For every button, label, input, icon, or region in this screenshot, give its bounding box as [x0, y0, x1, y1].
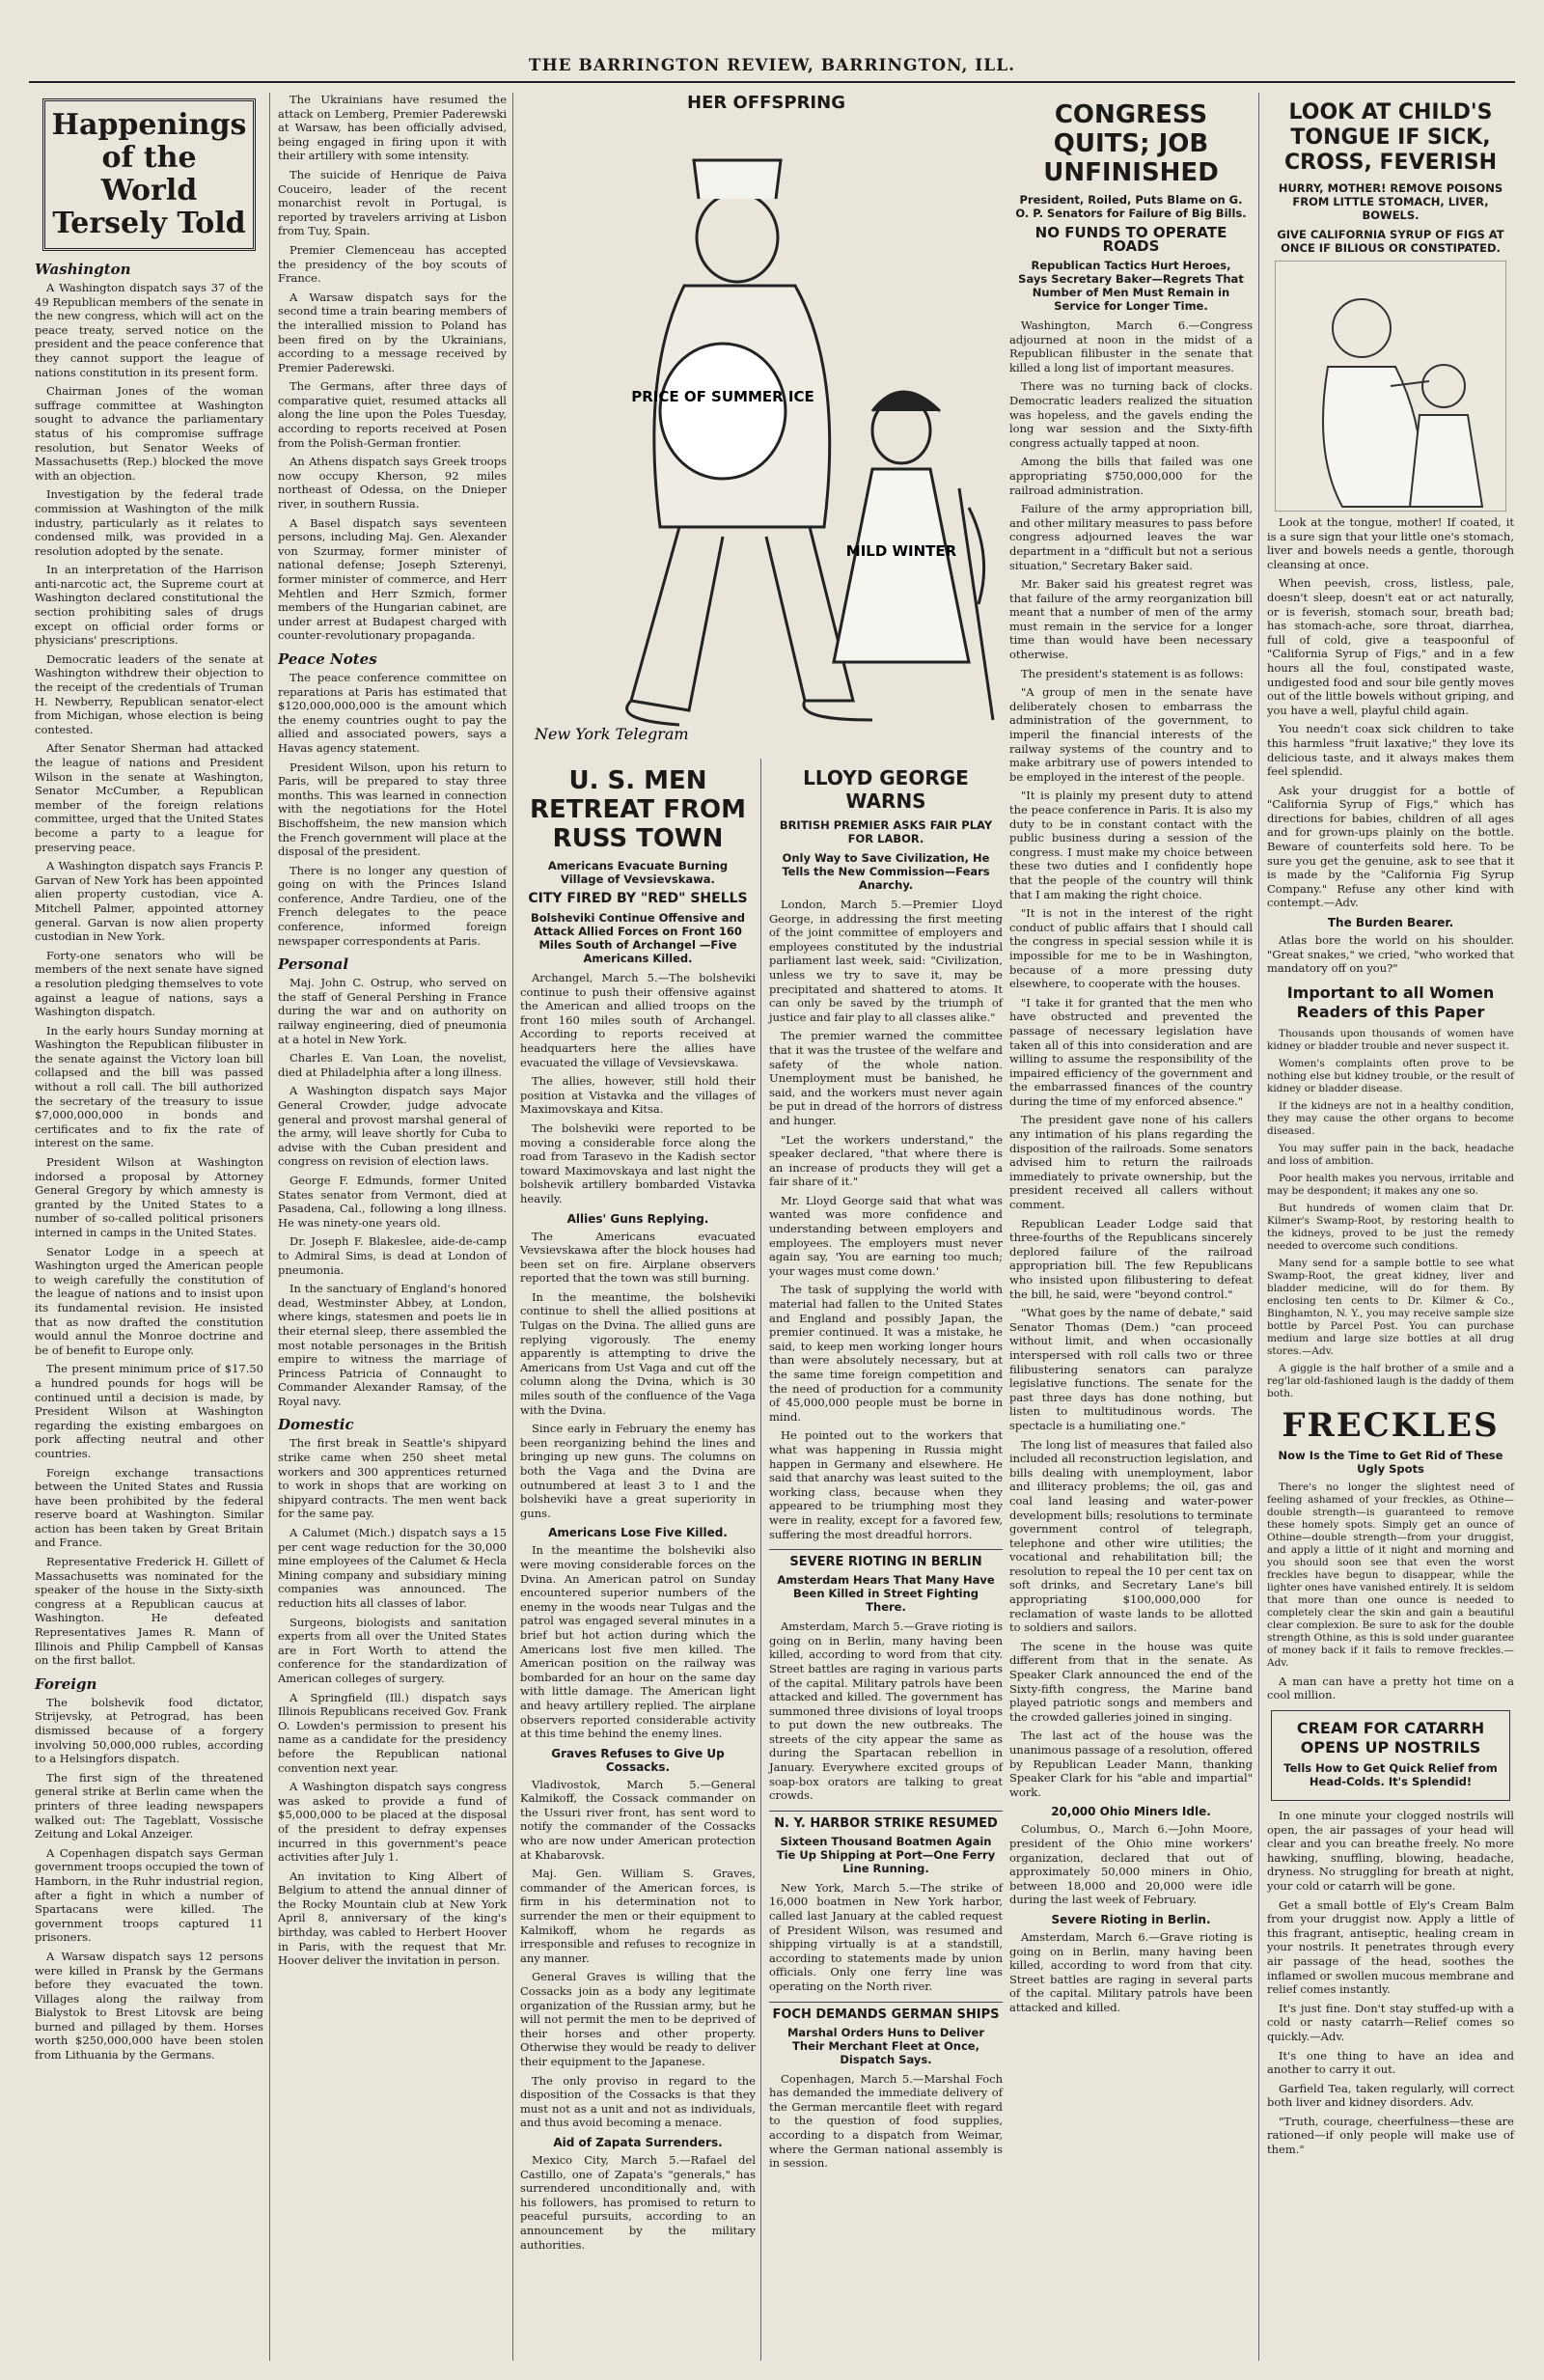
ad-headline-women: Important to all Women Readers of this Paper — [1286, 982, 1495, 1021]
article-paragraph: The task of supplying the world with material had fallen to the United States and England and possibly Japan, the premier continued. It was a mistake, he said, to keep men working longer hours than were absolutely necessary, but at the same time foreign competition and the need of production for a community of 45,000,000 people must be borne in mind. — [769, 1283, 1003, 1424]
article-paragraph: Investigation by the federal trade commission at Washington of the milk industry, particularly as it relates to condensed milk, was provided in a resolution adopted by the senate. — [35, 487, 263, 558]
article-paragraph: The present minimum price of $17.50 a hundred pounds for hogs will be continued until a decision is made, by President Wilson at Washington regarding the existing embargoes on pork affecting neutral and other countries. — [35, 1362, 263, 1460]
man-leg-right — [766, 527, 853, 701]
subhead: Severe Rioting in Berlin. — [1051, 1912, 1211, 1926]
deck: Amsterdam Hears That Many Have Been Killed in Street Fighting There. — [777, 1573, 995, 1615]
ice-sack — [660, 344, 786, 479]
article-paragraph: A Warsaw dispatch says for the second time a train bearing members of the interallied mission to Poland has been fired on by the Ukrainians, according to a message received by Premier Paderewski. — [278, 290, 507, 374]
ad-headline-figs: LOOK AT CHILD'S TONGUE IF SICK, CROSS, FEVERISH — [1284, 100, 1497, 175]
subhead: Allies' Guns Replying. — [566, 1211, 709, 1226]
article-paragraph: Washington, March 6.—Congress adjourned at noon in the midst of a Republican filibuster in the senate that killed a long list of important measures. — [1009, 318, 1253, 374]
ad-headline-catarrh: CREAM FOR CATARRH OPENS UP NOSTRILS — [1296, 1719, 1485, 1757]
article-paragraph: Columbus, O., March 6.—John Moore, president of the Ohio mine workers' organization, declared that out of approximately 50,000 miners in Ohio, between 18,000 and 20,000 were idle during the last week of February. — [1009, 1822, 1253, 1907]
deck: CITY FIRED BY "RED" SHELLS — [528, 891, 748, 906]
article-paragraph: "What goes by the name of debate," said Senator Thomas (Dem.) "can proceed without limit, and when occasionally interspersed with roll calls two or three filibustering senators can paralyze legislative functions. The senate for the past three days has done nothing, but listen to multitudinous words. The spectacle is a humiliating one." — [1009, 1306, 1253, 1432]
article-paragraph: Representative Frederick H. Gillett of Massachusetts was nominated for the speaker of the house in the Sixty-sixth congress at a Republican caucus at Washington. He defeated Representatives James R. Mann of Illinois and Philip Campbell of Kansas on the first ballot. — [35, 1555, 263, 1668]
article-paragraph: Thousands upon thousands of women have kidney or bladder trouble and never suspect it. — [1267, 1027, 1514, 1052]
article-paragraph: Forty-one senators who will be members of the next senate have signed a resolution pledging themselves to vote against a league of nations, says a Washington dispatch. — [35, 948, 263, 1019]
cartoon-dress-label: MILD WINTER — [845, 542, 957, 560]
article-paragraph: Amsterdam, March 6.—Grave rioting is going on in Berlin, many having been killed, according to word from that city. Street battles are raging in several parts of the capital. Military patrols have been attacked and killed. — [1009, 1929, 1253, 2014]
article-paragraph: But hundreds of women claim that Dr. Kilmer's Swamp-Root, by restoring health to the kidneys, proved to be just the remedy needed to overcome such conditions. — [1267, 1202, 1514, 1252]
deck: Only Way to Save Civilization, He Tells the New Commission—Fears Anarchy. — [782, 851, 990, 892]
column-2 — [272, 93, 513, 2361]
deck: Bolsheviki Continue Offensive and Attack Allied Forces on Front 160 Miles South of Archangel —Five Americans Killed. — [531, 911, 745, 965]
section-domestic: Domestic — [278, 1416, 354, 1434]
subcolumn-retreat — [515, 759, 761, 2361]
article-paragraph: Maj. Gen. William S. Graves, commander of the American forces, is firm in his determination not to surrender the men or their equipment to Kalmikoff, whom he regards as irresponsible and refuses to recognize in any manner. — [520, 1867, 756, 1965]
article-paragraph: London, March 5.—Premier Lloyd George, in addressing the first meeting of the joint committee of employers and employees constituted by the industrial parliament last week, said: "Civilization, unless we try to save it, may be precipitated and shattered to atoms. It can only be saved by the triumph of justice and fair play to all classes alike." — [769, 898, 1003, 1024]
deck: Marshal Orders Huns to Deliver Their Merchant Fleet at Once, Dispatch Says. — [786, 2025, 985, 2066]
article-paragraph: Chairman Jones of the woman suffrage committee at Washington sought to advance the parliamentary status of his compromise suffrage resolution, but Senator Weeks of Massachusetts (Rep.) blocked the move with an objection. — [35, 384, 263, 483]
article-paragraph: Archangel, March 5.—The bolsheviki continue to push their offensive against the American and allied troops on the front 160 miles south of Archangel. According to reports received at headquarters here the allies have evacuated the village of Vevsievskawa. — [520, 971, 756, 1069]
article-paragraph: The president's statement is as follows: — [1021, 666, 1244, 680]
article-paragraph: Senator Lodge in a speech at Washington urged the American people to weigh carefully the constitution of the league of nations and to insist upon its fundamental revision. He insisted that as now drafted the constitution would annul the Monroe doctrine and be of benefit to Europe only. — [35, 1244, 263, 1357]
article-paragraph: The premier warned the committee that it was the trustee of the welfare and safety of the whole nation. Unemployment must be banished, he said, and the workers must never again be put in dread of the horrors of distress and hunger. — [769, 1029, 1003, 1127]
section-peace-notes: Peace Notes — [278, 650, 377, 668]
article-paragraph: He pointed out to the workers that what was happening in Russia might happen in Germany and elsewhere. He said that anarchy was least suited to the working class, because when they appeared to be triumphing most they were in reality, except for a favored few, suffering the most dreadful horrors. — [769, 1428, 1003, 1541]
article-paragraph: Ask your druggist for a bottle of "California Syrup of Figs," which has directions for babies, children of all ages and for grown-ups plainly on the bottle. Beware of counterfeits sold here. To be sure you get the genuine, ask to see that it is made by the "California Fig Syrup Company." Refuse any other kind with contempt.—Adv. — [1267, 783, 1514, 910]
article-paragraph: An invitation to King Albert of Belgium to attend the annual dinner of the Rocky Mountain club at New York April 8, anniversary of the king's birthday, was cabled to Herbert Hoover in Paris, with the request that Mr. Hoover deliver the invitation in person. — [278, 1868, 507, 1968]
article-paragraph: Garfield Tea, taken regularly, will correct both liver and kidney disorders. Adv. — [1267, 2081, 1514, 2110]
article-paragraph: The allies, however, still hold their position at Vistavka and the villages of Maximovskaya and Kitsa. — [520, 1074, 756, 1117]
subhead: Americans Lose Five Killed. — [548, 1526, 728, 1540]
headline-retreat: U. S. MEN RETREAT FROM RUSS TOWN — [530, 766, 746, 853]
article-paragraph: A Washington dispatch says 37 of the 49 Republican members of the senate in the new congress, which will act on the peace treaty, served notice on the president and the peace conference that they cannot support the league of nations constitution in its present form. — [35, 281, 263, 379]
article-paragraph: In the meantime, the bolsheviki continue to shell the allied positions at Tulgas on the Dvina. The allied guns are replying vigorously. The enemy apparently is attempting to drive the Americans from Ust Vaga and cut off the column along the Dvina, which is 30 miles south of the confluence of the Vaga with the Dvina. — [520, 1289, 756, 1417]
article-paragraph: The scene in the house was quite different from that in the senate. As Speaker Clark announced the end of the Sixty-fifth congress, the Marine band played patriotic songs and members and the crowded galleries joined in singing. — [1009, 1639, 1253, 1724]
article-paragraph: Surgeons, biologists and sanitation experts from all over the United States are in Fort Worth to attend the conference for the standardization of American colleges of surgery. — [278, 1615, 507, 1685]
article-paragraph: The long list of measures that failed also included all reconstruction legislation, and bills dealing with unemployment, labor and illiteracy problems; the oil, gas and coal land leasing and water-power development bills; resolutions to terminate government control of telegraph, telephone and other wire utilities; the vocational and rehabilitation bill; the resolution to repeal the 10 per cent tax on soft drinks, and Secretary Lane's bill appropriating $100,000,000 for reclamation of waste lands to be allotted to soldiers and sailors. — [1009, 1437, 1253, 1635]
column-1 — [29, 93, 270, 2361]
deck: GIVE CALIFORNIA SYRUP OF FIGS AT ONCE IF BILIOUS OR CONSTIPATED. — [1277, 228, 1504, 255]
article-paragraph: Foreign exchange transactions between the United States and Russia have been prohibited by the federal reserve board at Washington. Similar action has been taken by Great Britain and France. — [35, 1465, 263, 1550]
column-3 — [515, 93, 1017, 2361]
ad-headline-freckles: FRECKLES — [1282, 1405, 1500, 1445]
section-foreign: Foreign — [35, 1674, 97, 1693]
subcolumn-lloyd — [764, 759, 1007, 2361]
article-paragraph: In one minute your clogged nostrils will open, the air passages of your head will clear and you can breathe freely. No more hawking, snuffling, blowing, headache, dryness. No struggling for breath at night, your cold or catarrh will be gone. — [1267, 1809, 1514, 1893]
cartoon-illustration — [515, 122, 1007, 749]
article-paragraph: "A group of men in the senate have deliberately chosen to embarrass the administration of the government, to imperil the financial interests of the railway systems of the country and to make arbitrary use of powers intended to be employed in the interest of the people. — [1009, 685, 1253, 784]
article-paragraph: Amsterdam, March 5.—Grave rioting is going on in Berlin, many having been killed, according to word from that city. Street battles are raging in various parts of the capital. Military patrols have been attacked and killed. The government has summoned three divisions of loyal troops to put down the new outbreaks. The streets of the city appear the same as during the Spartacan rebellion in January. Everywhere excited groups of soap-box orators are talking to great crowds. — [769, 1619, 1003, 1803]
article-paragraph: President Wilson at Washington indorsed a proposal by Attorney General Gregory by which amnesty is granted by the United States to a number of so-called political prisoners interned in camps in the United States. — [35, 1155, 263, 1239]
article-paragraph: Since early in February the enemy has been reorganizing behind the lines and bringing up new guns. The columns on both the Vaga and the Dvina are outnumbered at least 3 to 1 and the bolsheviki have a great superiority in guns. — [520, 1422, 756, 1520]
article-paragraph: Look at the tongue, mother! If coated, it is a sure sign that your little one's stomach, liver and bowels needs a gentle, thorough cleansing at once. — [1267, 515, 1514, 571]
article-paragraph: Among the bills that failed was one appropriating $750,000,000 for the railroad administration. — [1009, 455, 1253, 497]
cartoon-title: HER OFFSPRING — [687, 93, 845, 113]
article-paragraph: Get a small bottle of Ely's Cream Balm from your druggist now. Apply a little of this fragrant, antiseptic, healing cream in your nostrils. It penetrates through every air passage of the head, soothes the inflamed or swollen mucous membrane and relief comes instantly. — [1267, 1897, 1514, 1997]
article-paragraph: The president gave none of his callers any intimation of his plans regarding the disposition of the railroads. Some senators advised him to return the railroads immediately to private ownership, but the president received all callers without comment. — [1009, 1113, 1253, 1212]
article-paragraph: The last act of the house was the unanimous passage of a resolution, offered by Republican Leader Mann, thanking Speaker Clark for his "able and impartial" work. — [1009, 1729, 1253, 1799]
feature-title: Happenings of the World Tersely Told — [42, 98, 256, 251]
article-paragraph: When peevish, cross, listless, pale, doesn't sleep, doesn't eat or act naturally, or is feverish, stomach sour, breath bad; has stomach-ache, sore throat, diarrhea, full of cold, give a teaspoonful of "California Syrup of Figs," and in a few hours all the foul, constipated waste, undigested food and sour bile gently moves out of the little bowels without griping, and you have a well, playful child again. — [1267, 576, 1514, 717]
article-paragraph: There's no longer the slightest need of feeling ashamed of your freckles, as Othine—double strength—is guaranteed to remove these homely spots. Simply get an ounce of Othine—double strength—from your druggist, and apply a little of it night and morning and you should soon see that even the worst freckles have begun to disappear, while the lighter ones have vanished entirely. It is seldom that more than one ounce is needed to completely clear the skin and gain a beautiful clear complexion. Be sure to ask for the double strength Othine, as this is sold under guarantee of money back if it fails to remove freckles.—Adv. — [1267, 1481, 1514, 1669]
article-paragraph: In the sanctuary of England's honored dead, Westminster Abbey, at London, where kings, statesmen and poets lie in their eternal sleep, there assembled the most notable personages in the British empire to witness the marriage of Princess Patricia of Connaught to Commander Alexander Ramsay, of the Royal navy. — [278, 1282, 507, 1408]
headline-lloyd: LLOYD GEORGE WARNS — [803, 766, 969, 813]
deck: NO FUNDS TO OPERATE ROADS — [1034, 224, 1227, 255]
article-paragraph: Democratic leaders of the senate at Washington withdrew their objection to the receipt of the credentials of Truman H. Newberry, Republican senator-elect from Michigan, whose election is being contested. — [35, 651, 263, 736]
article-paragraph: Copenhagen, March 5.—Marshal Foch has demanded the immediate delivery of the German mercantile fleet with regard to the question of food supplies, according to a dispatch from Weimar, where the German national assembly is in session. — [769, 2071, 1003, 2171]
headline-foch: FOCH DEMANDS GERMAN SHIPS — [769, 2002, 1003, 2022]
woman-dress — [834, 469, 969, 662]
mother-child-illustration — [1275, 261, 1506, 512]
article-paragraph: It's just fine. Don't stay stuffed-up with a cold or nasty catarrh—Relief comes so quickly.—Adv. — [1267, 2001, 1514, 2043]
deck: HURRY, MOTHER! REMOVE POISONS FROM LITTLE STOMACH, LIVER, BOWELS. — [1278, 181, 1503, 222]
article-paragraph: The first sign of the threatened general strike at Berlin came when the printers of three leading newspapers walked out: The Tageblatt, Vossische Zeitung and Lokal Anzeiger. — [35, 1770, 263, 1841]
article-paragraph: Vladivostok, March 5.—General Kalmikoff, the Cossack commander on the Ussuri river front, has sent word to notify the commander of the Cossacks who are now under American protection at Khabarovsk. — [520, 1777, 756, 1862]
article-paragraph: "Truth, courage, cheerfulness—these are rationed—if only people will make use of them." — [1267, 2114, 1514, 2157]
article-paragraph: The Germans, after three days of comparative quiet, resumed attacks all along the line upon the Poles Tuesday, according to reports received at Posen from the Polish-German frontier. — [278, 379, 507, 450]
article-paragraph: The Ukrainians have resumed the attack on Lemberg, Premier Paderewski at Warsaw, has been officially advised, being engaged in firing upon it with their artillery with some intensity. — [278, 93, 507, 163]
deck: Now Is the Time to Get Rid of These Ugly Spots — [1278, 1448, 1503, 1476]
article-paragraph: A Basel dispatch says seventeen persons, including Maj. Gen. Alexander von Szurmay, former minister of national defense; Joseph Szterenyi, former minister of commerce, and Herr Mehtlen and Herr Szmich, former members of the Hungarian cabinet, are under arrest at Budapest charged with counter-revolutionary propaganda. — [278, 515, 507, 643]
deck: Americans Evacuate Burning Village of Vevsievskawa. — [547, 859, 729, 886]
article-paragraph: The bolshevik food dictator, Strijevsky, at Petrograd, has been dismissed because of a forgery involving 50,000,000 rubles, according to a Helsingfors dispatch. — [35, 1695, 263, 1766]
deck: Sixteen Thousand Boatmen Again Tie Up Shipping at Port—One Ferry Line Running. — [776, 1834, 996, 1875]
section-washington: Washington — [35, 261, 131, 278]
article-paragraph: General Graves is willing that the Cossacks join as a body any legitimate organization of the Russian army, but he will not permit the men to be deprived of their horses and other property. Otherwise they would be ready to deliver their equipment to the Japanese. — [520, 1970, 756, 2068]
cartoon-credit: New York Telegram — [535, 725, 689, 743]
deck: Republican Tactics Hurt Heroes, Says Secretary Baker—Regrets That Number of Men Must Remain in Service for Longer Time. — [1018, 259, 1244, 313]
section-personal: Personal — [278, 955, 349, 974]
article-paragraph: There was no turning back of clocks. Democratic leaders realized the situation was hopeless, and the gavels ending the long war session and the Sixty-fifth congress actually tapped at noon. — [1009, 379, 1253, 450]
article-paragraph: Mexico City, March 5.—Rafael del Castillo, one of Zapata's "generals," has surrendered unconditionally and, with his followers, has promised to return to peaceful pursuits, according to an announcement by the military authorities. — [520, 2152, 756, 2252]
article-paragraph: It's one thing to have an idea and another to carry it out. — [1267, 2048, 1514, 2077]
article-paragraph: The Americans evacuated Vevsievskawa after the block houses had been set on fire. Airplane observers reported that the town was still burning. — [520, 1229, 756, 1286]
article-paragraph: Women's complaints often prove to be nothing else but kidney trouble, or the result of kidney or bladder disease. — [1267, 1057, 1514, 1094]
masthead: THE BARRINGTON REVIEW, BARRINGTON, ILL. — [29, 56, 1515, 83]
article-paragraph: Mr. Lloyd George said that what was wanted was more confidence and understanding between employers and employees. The employers must never again say, 'You are earning too much; your wages must come down.' — [769, 1193, 1003, 1278]
subhead: 20,000 Ohio Miners Idle. — [1051, 1805, 1211, 1819]
article-paragraph: A man can have a pretty hot time on a cool million. — [1267, 1674, 1514, 1702]
woman-hat — [872, 392, 940, 411]
article-paragraph: The bolsheviki were reported to be moving a considerable force along the road from Tarasevo in the Kadish sector toward Maximovskaya and last night the bolshevik artillery bombarded Vistavka heavily. — [520, 1121, 756, 1205]
article-paragraph: Premier Clemenceau has accepted the presidency of the boy scouts of France. — [278, 242, 507, 286]
article-paragraph: "Let the workers understand," the speaker declared, "that where there is an increase of products they will get a fair share of it." — [769, 1132, 1003, 1189]
article-paragraph: President Wilson, upon his return to Paris, will be prepared to stay three months. This was learned in connection with the negotiations for the Hotel Bischoffsheim, the new mansion which the French government will place at the disposal of the president. — [278, 760, 507, 859]
man-shoe-right — [804, 701, 872, 720]
article-paragraph: "It is not in the interest of the right conduct of public affairs that I should call the congress in special session while it is impossible for me to be in Washington, because of a more pressing duty elsewhere, to cooperate with the houses. — [1009, 906, 1253, 991]
article-paragraph: The only proviso in regard to the disposition of the Cossacks is that they must not as a unit and not as individuals, and thus avoid becoming a menace. — [520, 2073, 756, 2130]
headline-congress: CONGRESS QUITS; JOB UNFINISHED — [1043, 100, 1219, 187]
article-paragraph: You may suffer pain in the back, headache and loss of ambition. — [1267, 1142, 1514, 1167]
article-paragraph: If the kidneys are not in a healthy condition, they may cause the other organs to become diseased. — [1267, 1099, 1514, 1137]
article-paragraph: The peace conference committee on reparations at Paris has estimated that $120,000,000,000 is the amount which the enemy countries ought to pay the allied and associated powers, says a Havas agency statement. — [278, 670, 507, 755]
article-paragraph: The suicide of Henrique de Paiva Couceiro, leader of the recent monarchist revolt in Portugal, is reported by travelers arriving at Lisbon from Tuy, Spain. — [278, 167, 507, 238]
article-paragraph: Maj. John C. Ostrup, who served on the staff of General Pershing in France during the war and on authority on railway engineering, died of pneumonia at a hotel in New York. — [278, 976, 507, 1046]
article-paragraph: New York, March 5.—The strike of 16,000 boatmen in New York harbor, called last January at the cabled request of President Wilson, was resumed and shipping virtually is at a standstill, according to statements made by union officials. Only one ferry line was operating on the North river. — [769, 1880, 1003, 1993]
article-paragraph: George F. Edmunds, former United States senator from Vermont, died at Pasadena, Cal., following a long illness. He was ninety-one years old. — [278, 1173, 507, 1230]
article-paragraph: Many send for a sample bottle to see what Swamp-Root, the great kidney, liver and bladder medicine, will do for them. By enclosing ten cents to Dr. Kilmer & Co., Binghamton, N. Y., you may receive sample size bottle by Parcel Post. You can purchase medium and large size bottles at all drug stores.—Adv. — [1267, 1257, 1514, 1357]
subhead: Graves Refuses to Give Up Cossacks. — [551, 1746, 725, 1774]
article-paragraph: You needn't coax sick children to take this harmless "fruit laxative;" they love its delicious taste, and it always makes them feel splendid. — [1267, 722, 1514, 779]
umbrella-canopy — [969, 508, 984, 604]
article-paragraph: Republican Leader Lodge said that three-fourths of the Republicans sincerely deplored failure of the railroad appropriation bill. The few Republicans who insisted upon filibustering to defeat the bill, he said, were "beyond control." — [1009, 1216, 1253, 1301]
article-paragraph: Atlas bore the world on his shoulder. "Great snakes," we cried, "who worked that mandatory off on you?" — [1267, 933, 1514, 976]
article-paragraph: Charles E. Van Loan, the novelist, died at Philadelphia after a long illness. — [278, 1051, 507, 1079]
column-5 — [1261, 93, 1520, 2361]
man-head — [697, 193, 778, 282]
article-paragraph: In an interpretation of the Harrison anti-narcotic act, the Supreme court at Washington declared constitutional the section prohibiting sales of drugs except on official order forms or physicians' prescriptions. — [35, 563, 263, 648]
article-paragraph: "I take it for granted that the men who have obstructed and prevented the passage of necessary legislation have taken all of this into consideration and are willing to assume the responsibility of the impaired efficiency of the government and the embarrassed finances of the country during the time of my enforced absence." — [1009, 995, 1253, 1108]
man-hat — [694, 160, 781, 199]
article-paragraph: A Washington dispatch says Major General Crowder, judge advocate general and provost marshal general of the army, will leave shortly for Cuba to advise with the Cuban president and congress on revision of election laws. — [278, 1084, 507, 1169]
subhead: The Burden Bearer. — [1327, 916, 1454, 930]
article-paragraph: The first break in Seattle's shipyard strike came when 250 sheet metal workers and 300 apprentices returned to work in shops that are working on shipyard contracts. The men went back for the same pay. — [278, 1436, 507, 1521]
article-paragraph: In the meantime the bolsheviki also were moving considerable forces on the Dvina. An American patrol on Sunday encountered superior numbers of the enemy in the woods near Tulgas and the patrol was engaged several minutes in a brief but hot action during which the Americans lost five men killed. The American position on the railway was bombarded for an hour on the same day with little damage. The American light and heavy artillery replied. The airplane observers reported considerable activity at this time behind the enemy lines. — [520, 1543, 756, 1741]
article-paragraph: There is no longer any question of going on with the Princes Island conference, Andre Tardieu, one of the French delegates to the peace conference, informed foreign newspaper correspondents at Paris. — [278, 863, 507, 948]
article-paragraph: A Copenhagen dispatch says German government troops occupied the town of Hamborn, in the Ruhr industrial region, after a fight in which a number of Spartacans were killed. The government troops captured 11 prisoners. — [35, 1845, 263, 1945]
catarrh-ad — [1271, 1710, 1510, 1801]
article-paragraph: An Athens dispatch says Greek troops now occupy Kherson, 92 miles northeast of Odessa, on the Dnieper river, in southern Russia. — [278, 455, 507, 512]
article-paragraph: A Washington dispatch says congress was asked to provide a fund of $5,000,000 to be placed at the disposal of the president to defray expenses incurred in this government's peace activities after July 1. — [278, 1780, 507, 1865]
deck: BRITISH PREMIER ASKS FAIR PLAY FOR LABOR. — [779, 818, 993, 845]
headline-harbor: N. Y. HARBOR STRIKE RESUMED — [769, 1811, 1003, 1831]
article-paragraph: A Calumet (Mich.) dispatch says a 15 per cent wage reduction for the 30,000 mine employees of the Calumet & Hecla Mining company and subsidiary mining companies was announced. The reduction hits all classes of labor. — [278, 1526, 507, 1610]
article-paragraph: A giggle is the half brother of a smile and a reg'lar old-fashioned laugh is the daddy of them both. — [1267, 1362, 1514, 1399]
article-paragraph: A Warsaw dispatch says 12 persons were killed in Pransk by the Germans before they evacuated the town. Villages along the railway from Bialystok to Brest Litovsk are being burned and pillaged by them. Horses worth $250,000,000 have been stolen from Lithuania by the Germans. — [35, 1949, 263, 2062]
headline-berlin: SEVERE RIOTING IN BERLIN — [769, 1549, 1003, 1569]
deck: President, Roiled, Puts Blame on G. O. P. Senators for Failure of Big Bills. — [1015, 193, 1247, 220]
article-paragraph: Dr. Joseph F. Blakeslee, aide-de-camp to Admiral Sims, is dead at London of pneumonia. — [278, 1234, 507, 1277]
man-leg-left — [631, 527, 723, 710]
article-paragraph: In the early hours Sunday morning at Washington the Republican filibuster in the senate against the Victory loan bill collapsed and the bill was passed without a roll call. The bill authorized the secretary of the treasury to issue $7,000,000,000 in bonds and certificates and to fix the rate of interest on the same. — [35, 1023, 263, 1150]
column-4 — [1004, 93, 1259, 2361]
deck: Tells How to Get Quick Relief from Head-Colds. It's Splendid! — [1283, 1761, 1498, 1788]
article-paragraph: A Springfield (Ill.) dispatch says Illinois Republicans received Gov. Frank O. Lowden's permission to present his name as a candidate for the presidency before the Republican national convention next year. — [278, 1690, 507, 1775]
article-paragraph: "It is plainly my present duty to attend the peace conference in Paris. It is also my duty to be in constant contact with the public business during a session of the congress. I must make my choice between these two duties and I confidently hope that the people of the country will think that I am making the right choice. — [1009, 789, 1253, 901]
article-paragraph: Mr. Baker said his greatest regret was that failure of the army reorganization bill meant that a number of men of the army must remain in the service for a longer time than would have been necessary otherwise. — [1009, 577, 1253, 662]
subhead: Aid of Zapata Surrenders. — [553, 2135, 723, 2149]
article-paragraph: After Senator Sherman had attacked the league of nations and President Wilson in the senate at Washington, Senator McCumber, a Republican member of the foreign relations committee, urged that the United States become a party to a league for preserving peace. — [35, 741, 263, 854]
cartoon-sack-label: PRICE OF SUMMER ICE — [631, 388, 814, 405]
article-paragraph: Failure of the army appropriation bill, and other military measures to pass before congress adjourned leaves the war department in a "difficult but not a serious situation," Secretary Baker said. — [1009, 502, 1253, 572]
article-paragraph: Poor health makes you nervous, irritable and may be despondent; it makes any one so. — [1267, 1172, 1514, 1197]
article-paragraph: A Washington dispatch says Francis P. Garvan of New York has been appointed alien property custodian, vice A. Mitchell Palmer, appointed attorney general. Garvan is now alien property custodian in New York. — [35, 859, 263, 944]
